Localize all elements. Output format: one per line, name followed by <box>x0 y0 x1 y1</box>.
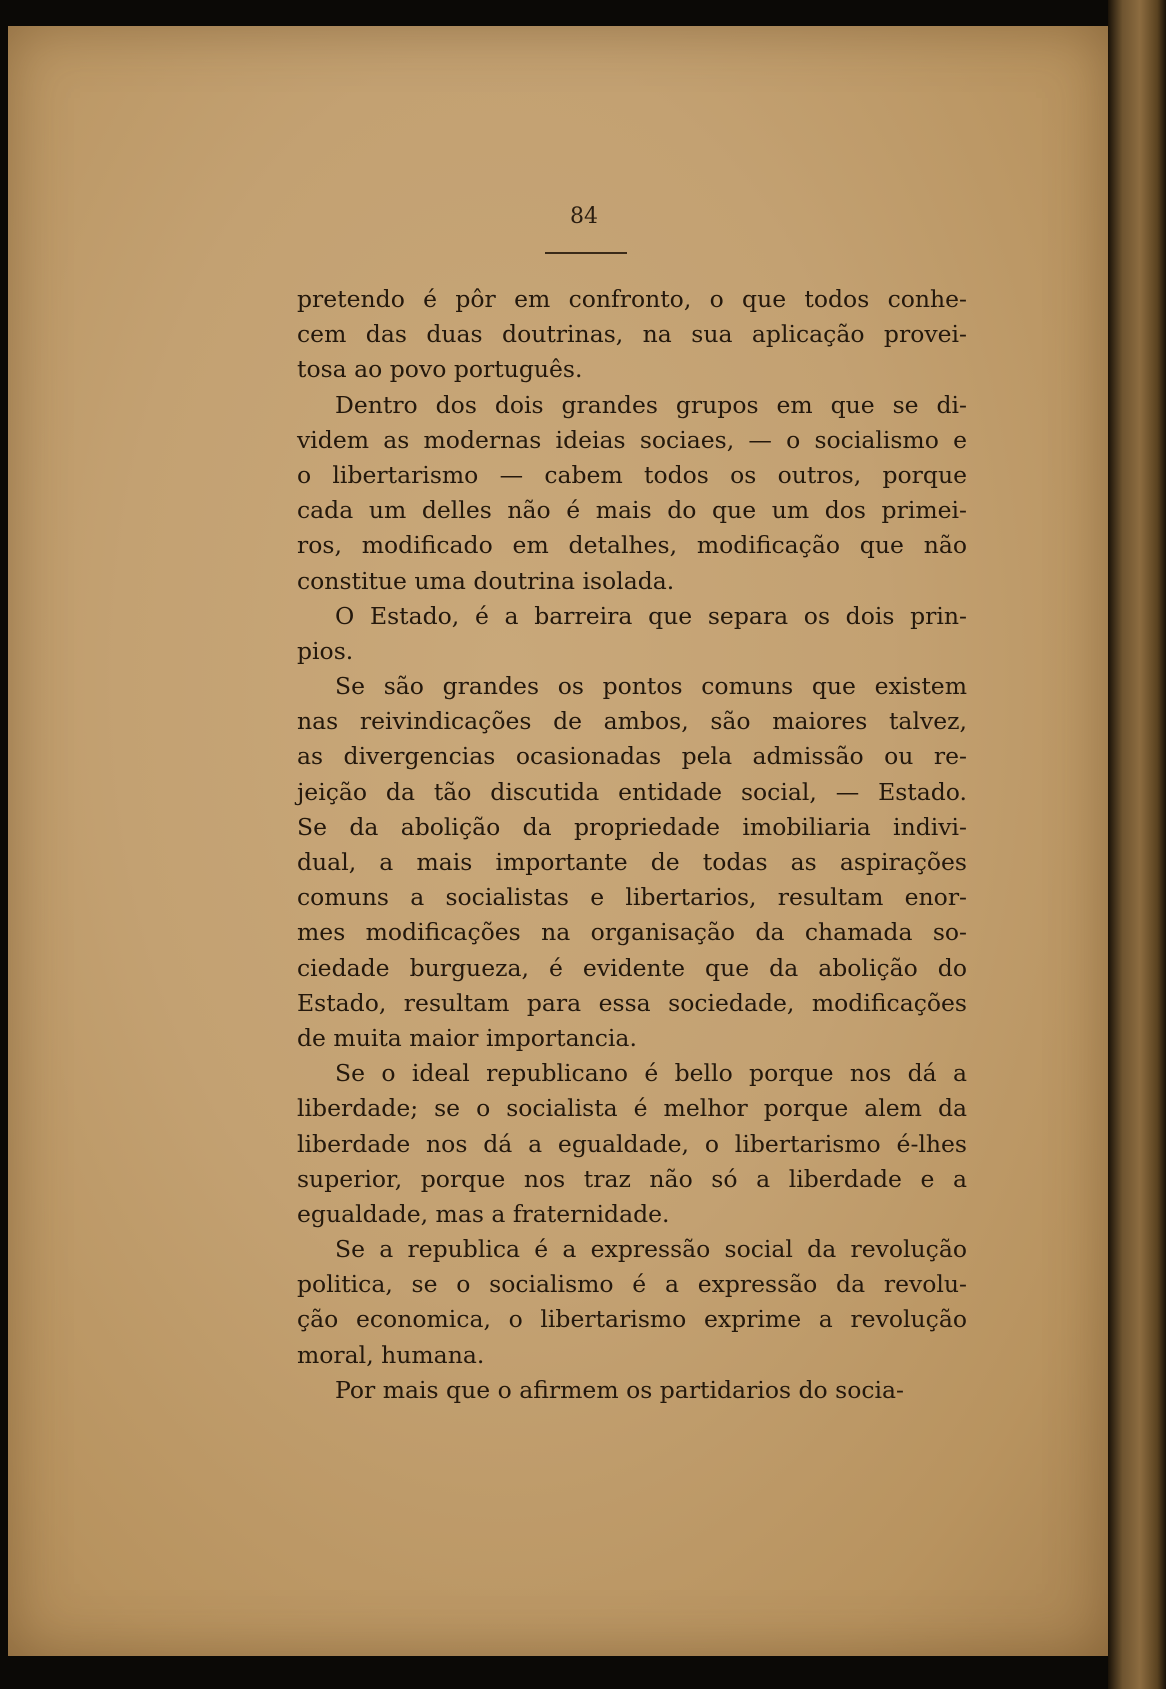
text-line: tosa ao povo português. <box>297 355 583 384</box>
text-line: pios. <box>297 636 354 665</box>
text-line: Dentro dos dois grandes grupos em que se di- <box>335 390 967 419</box>
paragraph <box>297 599 967 669</box>
text-line: Por mais que o afirmem os partidarios do socia- <box>335 1375 904 1404</box>
page-number-rule <box>545 252 627 254</box>
page-number: 84 <box>570 204 598 229</box>
text-line: de muita maior importancia. <box>297 1023 637 1052</box>
text-line: Se o ideal republicano é bello porque nos dá a <box>335 1059 967 1088</box>
text-line: o libertarismo — cabem todos os outros, porque <box>297 460 967 489</box>
text-line: politica, se o socialismo é a expressão da revolu- <box>297 1270 967 1299</box>
paragraph <box>297 1232 967 1373</box>
text-line: dual, a mais importante de todas as aspirações <box>297 848 967 876</box>
text-line: liberdade; se o socialista é melhor porque alem da <box>297 1094 967 1123</box>
text-line: ção economica, o libertarismo exprime a revolução <box>297 1305 967 1334</box>
paragraph <box>297 388 967 599</box>
text-line: ciedade burgueza, é evidente que da abolição do <box>297 953 967 982</box>
book-gutter <box>1108 0 1166 1689</box>
text-line: constitue uma doutrina isolada. <box>297 566 675 595</box>
text-line: Se são grandes os pontos comuns que existem <box>335 672 967 701</box>
paragraph <box>297 1056 967 1232</box>
text-line: cada um delles não é mais do que um dos primei- <box>297 496 967 525</box>
text-line: liberdade nos dá a egualdade, o libertarismo é-lhes <box>297 1129 967 1158</box>
text-line: O Estado, é a barreira que separa os dois prin- <box>335 601 967 630</box>
text-line: pretendo é pôr em confronto, o que todos conhe- <box>297 285 967 313</box>
text-line: videm as modernas ideias sociaes, — o socialismo e <box>297 425 967 454</box>
text-line: nas reivindicações de ambos, são maiores talvez, <box>297 707 967 736</box>
body-text <box>297 282 967 1408</box>
text-line: comuns a socialistas e libertarios, resultam enor- <box>297 883 967 912</box>
text-line: ros, modificado em detalhes, modificação que não <box>297 531 967 560</box>
paragraph <box>297 282 967 388</box>
text-line: egualdade, mas a fraternidade. <box>297 1199 670 1228</box>
text-line: superior, porque nos traz não só a liberdade e a <box>297 1164 967 1193</box>
text-line: mes modificações na organisação da chamada so- <box>297 918 967 947</box>
text-line: Estado, resultam para essa sociedade, modificações <box>297 988 967 1017</box>
text-line: moral, humana. <box>297 1340 485 1369</box>
paragraph <box>297 669 967 1056</box>
text-line: jeição da tão discutida entidade social, — Estado. <box>297 777 967 806</box>
text-line: cem das duas doutrinas, na sua aplicação provei- <box>297 320 967 349</box>
text-line: as divergencias ocasionadas pela admissão ou re- <box>297 742 967 771</box>
text-line: Se da abolição da propriedade imobiliaria indivi- <box>297 812 967 841</box>
paragraph <box>297 1373 967 1408</box>
text-line: Se a republica é a expressão social da revolução <box>335 1235 967 1264</box>
